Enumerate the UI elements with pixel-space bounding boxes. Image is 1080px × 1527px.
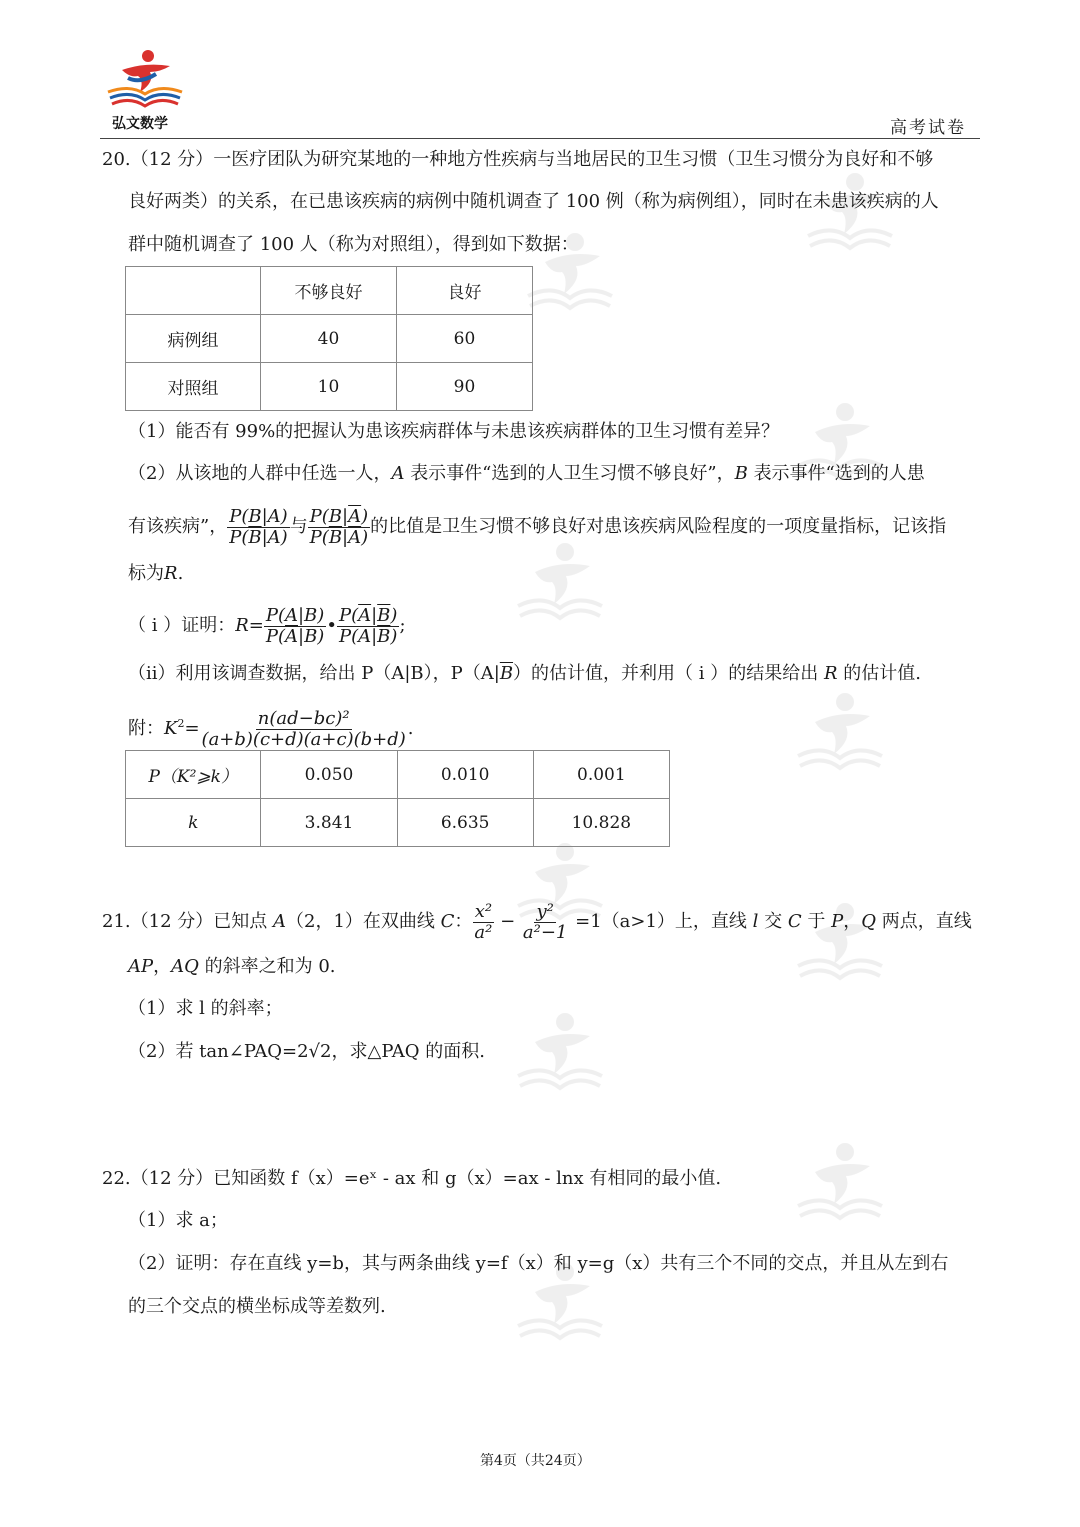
- k-value-table: [125, 750, 670, 847]
- q20-part-2-text-f: 标为: [128, 563, 164, 584]
- table-header-cell: 不够良好: [260, 267, 396, 315]
- q20-line-2: 良好两类）的关系，在已患该疾病的病例中随机调查了 100 例（称为病例组），同时在未患该疾病的人: [128, 191, 939, 212]
- proof-fraction-2: $\frac{P(\overline{A}|\overline{B})}{P(A|\overline{B})}$: [338, 604, 398, 647]
- q20-line-1: 20.（12 分）一医疗团队为研究某地的一种地方性疾病与当地居民的卫生习惯（卫生习惯分为良好和不够: [102, 149, 934, 170]
- document-type: 高考试卷: [890, 118, 966, 138]
- ratio-fraction-1: $\frac{P(B|A)}{P(\overline{B}|A)}$: [229, 505, 288, 548]
- brand-logo: [100, 48, 190, 108]
- watermark-logo: [790, 1140, 890, 1235]
- table-row: [126, 799, 670, 847]
- header-rule: [100, 138, 980, 139]
- q22-part-2-line-1: （2）证明：存在直线 y=b，其与两条曲线 y=f（x）和 y=g（x）共有三个不同的交点，并且从左到右: [128, 1253, 949, 1274]
- table-row: [126, 315, 533, 363]
- q21-line-1: 21.（12 分）已知点 A（2，1）在双曲线 C： $\frac{\text{x²}}{\text{a²}}$ − $\frac{\text{y²}}{\text{a²−1}}$ =1（a>1）上，直线 l 交 C 于 P，Q 两点，直线: [102, 900, 972, 943]
- q20-sub-ii-text-c: 的估计值.: [843, 663, 922, 684]
- q20-sub-ii: （ii）利用该调查数据，给出 P（A|B），$P(A|\overline{B})$的估计值，并利用（ i ）的结果给出 R 的估计值.: [128, 663, 922, 684]
- q20-sub-i-text: （ i ）证明：: [128, 615, 236, 636]
- q21-text-b: （2，1）在双曲线: [286, 911, 435, 932]
- q20-appendix: 附：$K^2=$ $\frac{\text{n(ad−bc)²}}{(a+b)(c+d)(a+c)(b+d)}$ .: [128, 707, 414, 750]
- watermark-logo: [790, 690, 890, 785]
- table-header-cell: [126, 267, 261, 315]
- q20-part-1: （1）能否有 99%的把握认为患该疾病群体与未患该疾病群体的卫生习惯有差异？: [128, 421, 780, 442]
- q20-sub-ii-text-a: （ii）利用该调查数据，给出 P（A|B），P（A|: [128, 663, 500, 684]
- q21-line-2: AP，AQ 的斜率之和为 0.: [128, 956, 336, 977]
- watermark-logo: [510, 1010, 610, 1105]
- q20-data-table: [125, 266, 533, 411]
- watermark-logo: [800, 170, 900, 265]
- appendix-label: 附：: [128, 718, 164, 739]
- q21-text-e: 于: [807, 911, 826, 932]
- table-cell: 10.828: [533, 799, 669, 847]
- q22-part-2-line-2: 的三个交点的横坐标成等差数列.: [128, 1296, 386, 1317]
- table-header-cell: 良好: [396, 267, 532, 315]
- q21-text-f: 两点，直线: [881, 911, 972, 932]
- q20-sub-i: （ i ）证明：R= $\frac{P(A|B)}{P(\overline{A}|B)}$ • $\frac{P(\overline{A}|\overline{B})}{P(A|\overline{B})}$ ;: [128, 604, 406, 647]
- table-cell: 对照组: [126, 363, 261, 411]
- q21-text-a: 21.（12 分）已知点: [102, 911, 268, 932]
- q22-line-1: 22.（12 分）已知函数 f（x）=eˣ - ax 和 g（x）=ax - lnx 有相同的最小值.: [102, 1168, 722, 1189]
- brand-name: 弘文数学: [112, 116, 168, 132]
- table-cell: 6.635: [397, 799, 533, 847]
- q20-part-2-text-b: 表示事件“选到的人卫生习惯不够良好”，: [410, 463, 735, 484]
- table-cell: 0.050: [261, 751, 397, 799]
- formula-denominator: (a+b)(c+d)(a+c)(b+d): [201, 728, 406, 750]
- q22-part-1: （1）求 a；: [128, 1210, 228, 1231]
- table-cell: 3.841: [261, 799, 397, 847]
- table-row: [126, 363, 533, 411]
- table-row: [126, 751, 670, 799]
- table-cell: 60: [396, 315, 532, 363]
- q21-part-2: （2）若 tan∠PAQ=2√2，求△PAQ 的面积.: [128, 1041, 485, 1062]
- q20-sub-ii-text-b: ）的估计值，并利用（ i ）的结果给出: [513, 663, 819, 684]
- proof-fraction-1: $\frac{P(A|B)}{P(\overline{A}|B)}$: [265, 604, 325, 647]
- table-cell: 10: [260, 363, 396, 411]
- watermark-logo: [510, 540, 610, 635]
- table-cell: P（K²⩾k）: [126, 751, 261, 799]
- table-cell: 40: [260, 315, 396, 363]
- hyperbola-term-1: $\frac{\text{x²}}{\text{a²}}$: [474, 900, 493, 943]
- q20-part-2-line-1: （2）从该地的人群中任选一人，A 表示事件“选到的人卫生习惯不够良好”，B 表示事件“选到的人患: [128, 463, 925, 484]
- table-cell: 病例组: [126, 315, 261, 363]
- q20-part-2-line-3: 标为R.: [128, 563, 184, 584]
- formula-numerator: n(ad−bc)²: [257, 707, 350, 729]
- q21-text-c: =1（a>1）上，直线: [575, 911, 747, 932]
- q20-part-2-text-d: 有该疾病”，: [128, 516, 228, 537]
- table-cell: 0.010: [397, 751, 533, 799]
- q21-text-d: 交: [764, 911, 783, 932]
- q20-line-3: 群中随机调查了 100 人（称为对照组），得到如下数据：: [128, 234, 579, 255]
- ratio-fraction-2: $\frac{P(B|\overline{A})}{P(\overline{B}|\overline{A})}$: [309, 505, 369, 548]
- q21-part-1: （1）求 l 的斜率；: [128, 998, 283, 1019]
- q20-part-2-text-c: 表示事件“选到的人患: [753, 463, 925, 484]
- hyperbola-term-2: $\frac{\text{y²}}{\text{a²−1}}$: [522, 900, 568, 943]
- chi-square-formula: [200, 709, 408, 750]
- q20-part-2-line-2: [128, 505, 946, 549]
- q20-part-2-text-e: 的比值是卫生习惯不够良好对患该疾病风险程度的一项度量指标，记该指: [370, 516, 947, 537]
- q20-part-2-text-a: （2）从该地的人群中任选一人，: [128, 463, 392, 484]
- table-header-row: [126, 267, 533, 315]
- q21-line-2-text: 的斜率之和为 0.: [204, 956, 336, 977]
- page-number: 第4页（共24页）: [480, 1453, 591, 1469]
- table-cell: 90: [396, 363, 532, 411]
- q20-part-2-text-and: 与: [289, 516, 308, 537]
- table-cell: k: [126, 799, 261, 847]
- table-cell: 0.001: [533, 751, 669, 799]
